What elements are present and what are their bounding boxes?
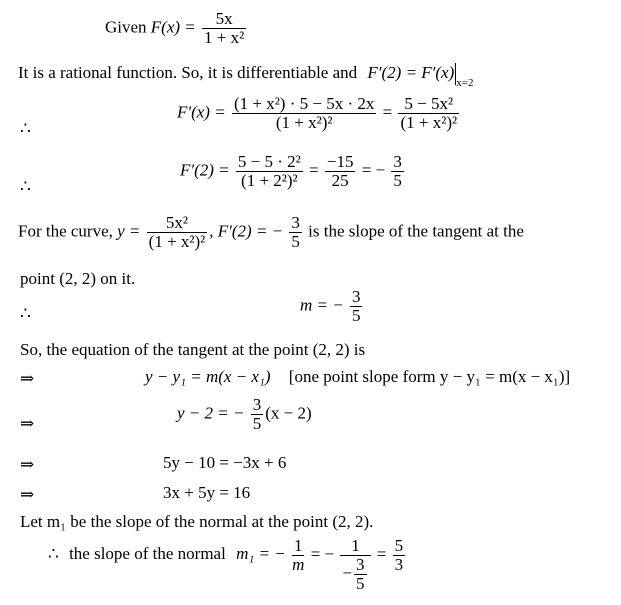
deriv-fraction-2 (398, 95, 459, 132)
tan-eq1-note: [one point slope form y − y₁ = m(x − x₁)] (288, 367, 571, 386)
f2-num-3: 3 (393, 152, 402, 171)
given-denominator: 1 + x² (204, 27, 245, 47)
given-fraction (202, 10, 246, 47)
normal-den-3: 3 (394, 554, 404, 574)
tan-eq4: 3x + 5y = 16 (163, 483, 251, 502)
rational-line (18, 62, 474, 89)
curve-fraction (147, 214, 208, 251)
normal-text: Let m₁ be the slope of the normal at the point (2, 2). (20, 512, 374, 531)
f2-eq-2: = − (361, 160, 386, 180)
tan-eq2-lhs: y − 2 = − (177, 403, 245, 423)
f2-eq-1: = (309, 160, 319, 180)
normal-eq-2: = (376, 544, 387, 564)
implies-icon: ⇒ (20, 455, 35, 475)
normal-fraction-3 (393, 537, 406, 574)
rational-sub: x=2 (456, 76, 474, 89)
deriv-den-1: (1 + x²)² (275, 112, 333, 132)
therefore-3 (20, 305, 31, 323)
normal-slope-line (48, 537, 407, 593)
given-line (105, 10, 248, 47)
curve-den: (1 + x²)² (148, 231, 206, 251)
f2-den-2: 25 (331, 170, 349, 190)
therefore-2 (20, 178, 31, 196)
f2-fraction-1 (236, 153, 303, 190)
rational-expr: F′(2) = F′(x) (367, 62, 455, 82)
rational-text: It is a rational function. So, it is differentiable and (18, 62, 358, 82)
deriv-lhs: F′(x) = (177, 102, 226, 122)
curve-fnum: 3 (291, 213, 300, 232)
m-line (300, 288, 364, 325)
m-lhs: m = − (300, 295, 344, 315)
given-numerator: 5x (202, 10, 246, 29)
tan-eq2-rhs: (x − 2) (265, 403, 312, 423)
tan-eq2-den: 5 (252, 413, 262, 433)
therefore-icon: ∴ (20, 119, 31, 139)
f2-fraction-2 (325, 153, 356, 190)
arrow-row-2 (20, 415, 34, 433)
implies-icon: ⇒ (20, 485, 35, 505)
given-label: Given (105, 17, 147, 37)
curve-slope-fraction (289, 214, 302, 251)
normal-num-1: 1 (293, 536, 303, 556)
implies-icon: ⇒ (20, 369, 35, 389)
deriv-num-2: 5 − 5x² (398, 95, 459, 114)
curve-num: 5x² (147, 214, 208, 233)
therefore-icon: ∴ (48, 544, 59, 565)
normal-den2-den: 5 (356, 573, 365, 593)
therefore-icon: ∴ (20, 177, 31, 197)
normal-num-2: 1 (340, 537, 370, 556)
arrow-row-3 (20, 456, 34, 474)
normal-den-1: m (292, 555, 305, 575)
f2-num-2: −15 (326, 152, 354, 171)
normal-den2-num: 3 (356, 554, 365, 574)
f2-den-3: 5 (393, 170, 402, 190)
f2-line (180, 153, 406, 190)
deriv-num-1: (1 + x²) · 5 − 5x · 2x (233, 94, 375, 113)
curve-tail: is the slope of the tangent at the (308, 221, 524, 241)
tan-eq3: 5y − 10 = −3x + 6 (163, 453, 287, 472)
tangent-eq-3 (163, 454, 286, 471)
normal-den2-lead: − (342, 563, 352, 583)
normal-lhs: m₁ = − (236, 544, 286, 564)
normal-line (20, 513, 373, 530)
normal-den-2 (340, 556, 370, 593)
tangent-eq-1 (145, 368, 570, 385)
curve-y: y = (117, 221, 141, 241)
given-lhs: F(x) = (150, 17, 196, 37)
m-num: 3 (351, 287, 361, 306)
normal-fraction-1 (292, 537, 305, 573)
normal-fraction-2 (340, 537, 370, 593)
arrow-row-4 (20, 486, 34, 504)
f2-num-1: 5 − 5 · 2² (237, 152, 301, 171)
m-den: 5 (351, 305, 361, 325)
tangent-eq-4 (163, 484, 250, 501)
deriv-fraction-1 (232, 95, 376, 132)
tangent-text: So, the equation of the tangent at the point (2, 2) is (20, 340, 366, 359)
normal-label: the slope of the normal (69, 544, 226, 564)
deriv-eq: = (382, 102, 393, 122)
point-text: point (2, 2) on it. (20, 269, 136, 288)
tangent-eq-2 (177, 396, 312, 433)
curve-f: , F′(2) = − (209, 221, 284, 241)
normal-eq: = − (310, 544, 335, 564)
tan-eq2-fraction (251, 396, 264, 433)
tan-eq1: y − y₁ = m(x − x₁) (145, 367, 271, 386)
tangent-line (20, 341, 365, 358)
curve-line (18, 214, 524, 251)
f2-den-1: (1 + 2²)² (241, 170, 298, 190)
point-line (20, 270, 135, 287)
implies-icon: ⇒ (20, 414, 35, 434)
f2-fraction-3 (391, 153, 404, 190)
tan-eq2-num: 3 (252, 395, 262, 414)
therefore-1 (20, 120, 31, 138)
derivative-line (177, 95, 461, 132)
curve-fden: 5 (291, 231, 300, 251)
normal-den2-fraction (354, 556, 367, 593)
f2-lhs: F′(2) = (180, 160, 230, 180)
therefore-icon: ∴ (20, 304, 31, 324)
normal-num-3: 5 (394, 536, 404, 555)
m-fraction (350, 288, 363, 325)
arrow-row-1 (20, 370, 34, 388)
curve-text: For the curve, (18, 221, 113, 241)
deriv-den-2: (1 + x²)² (400, 112, 458, 132)
